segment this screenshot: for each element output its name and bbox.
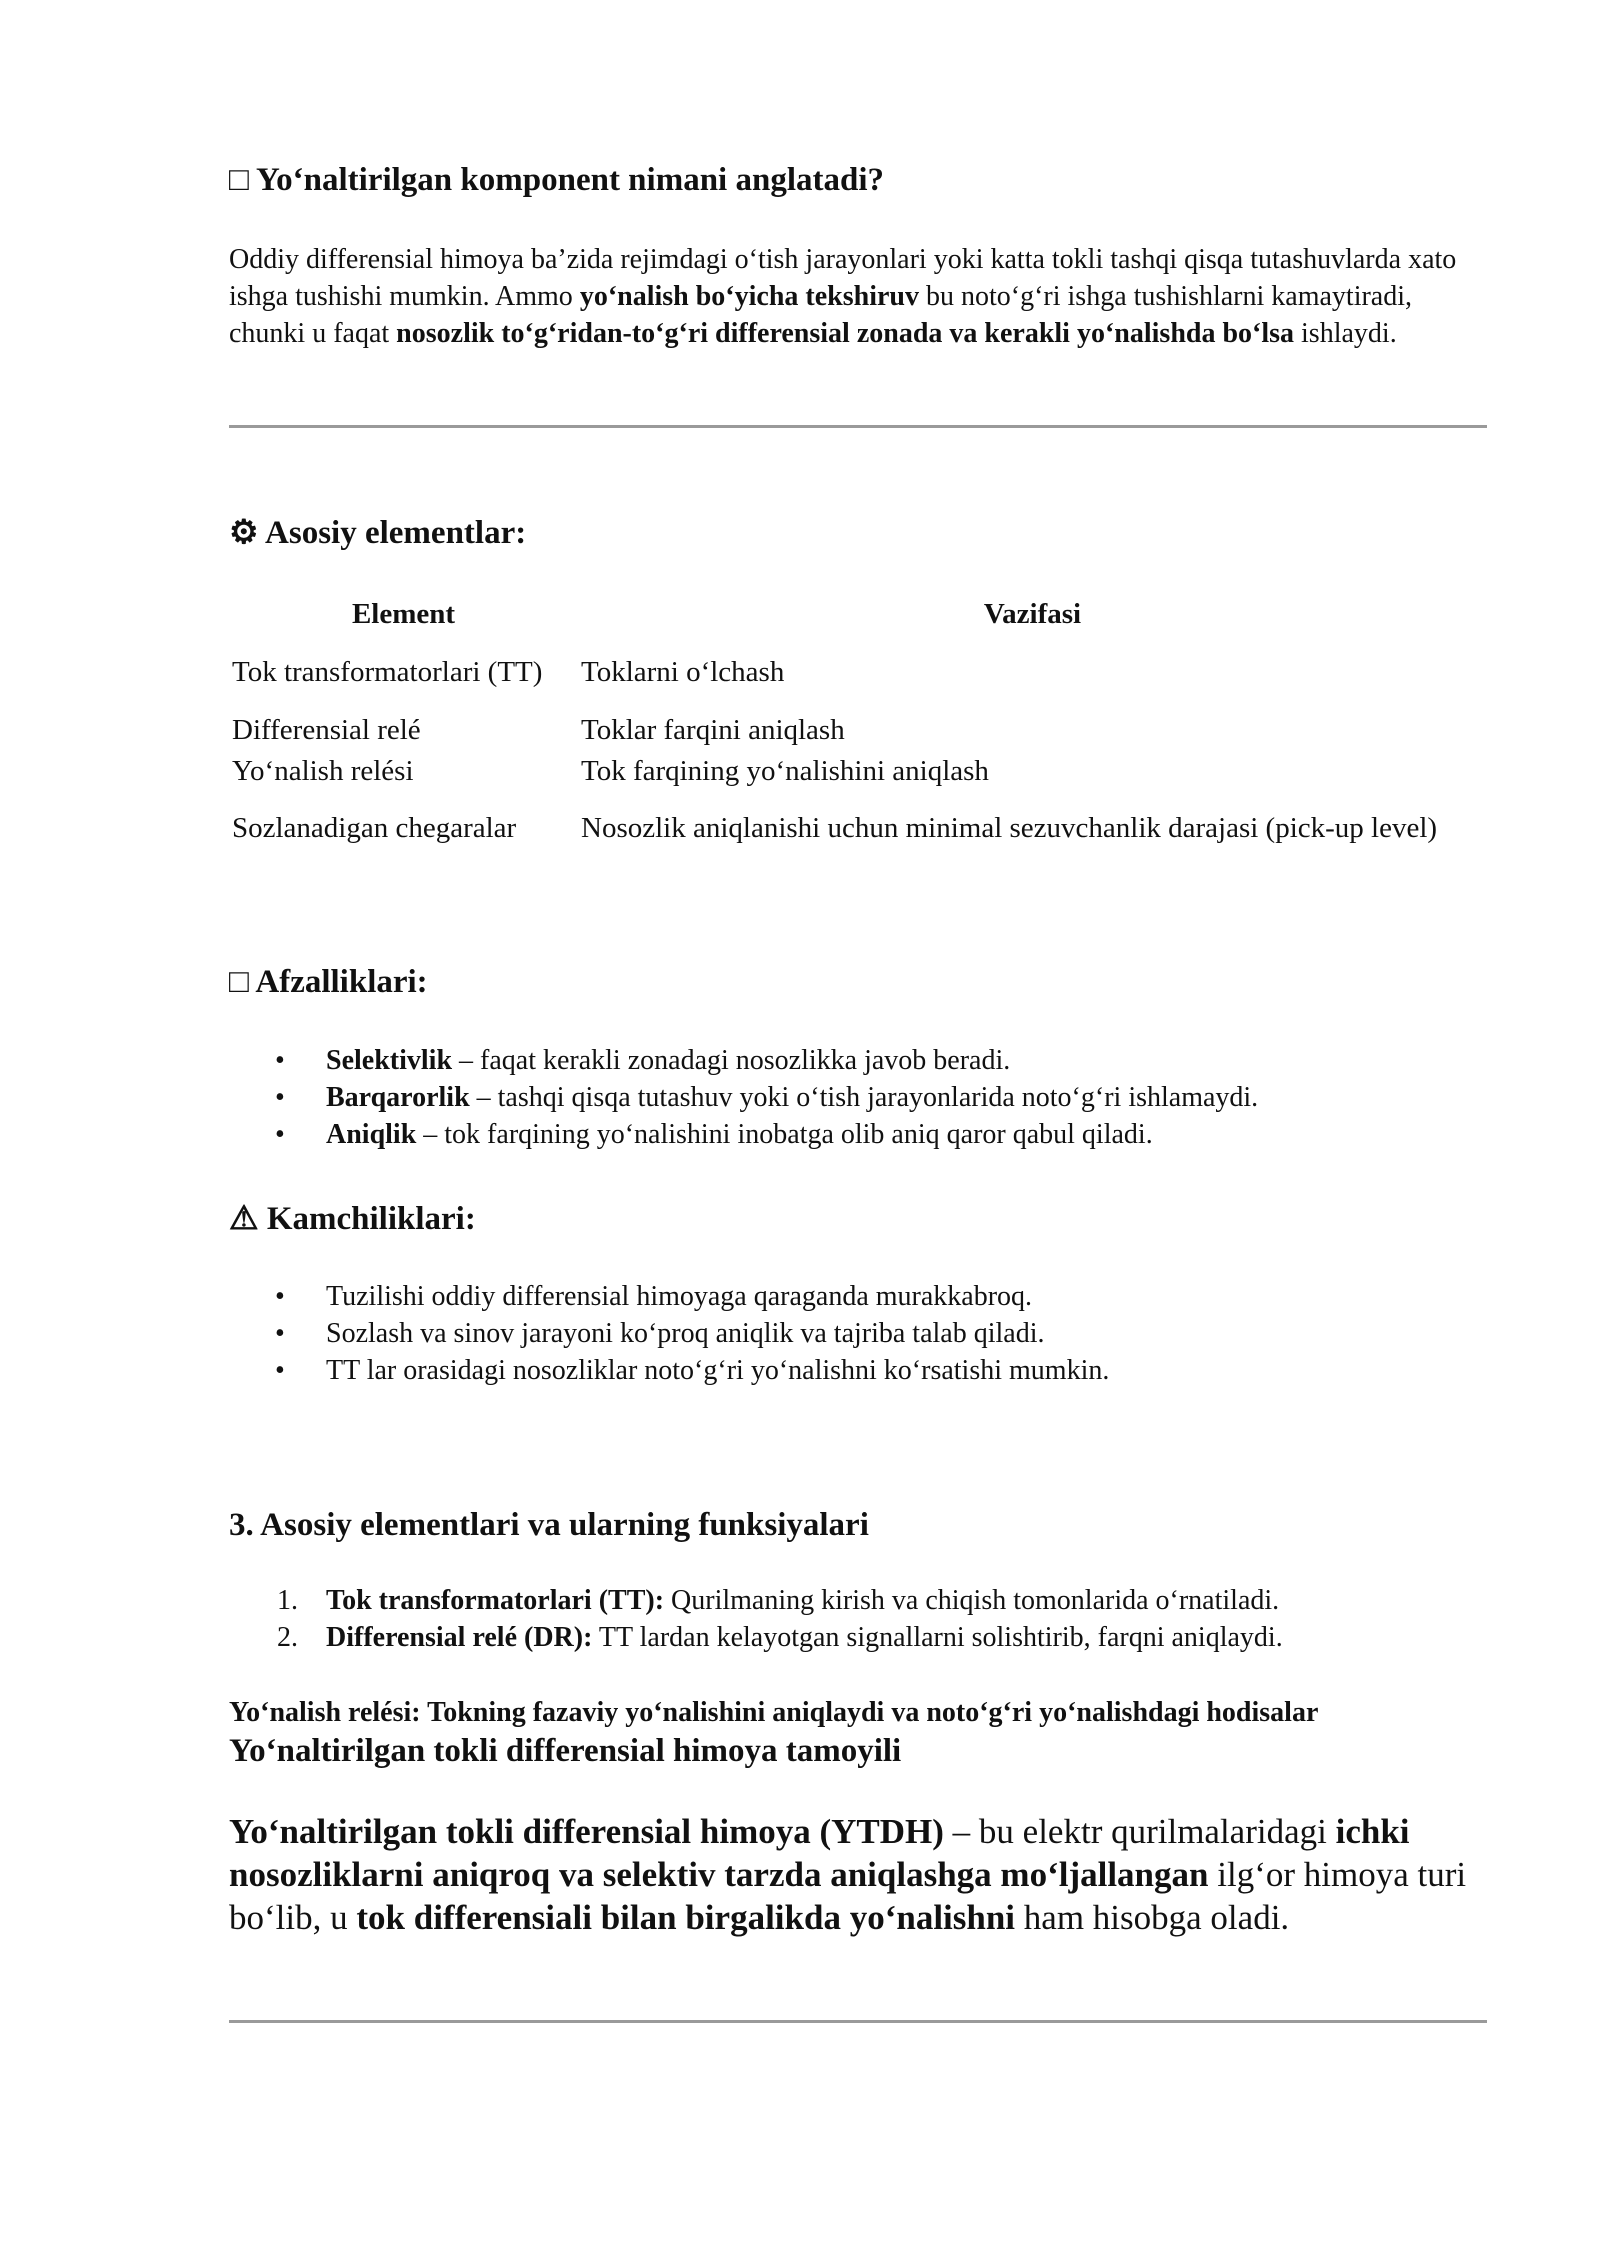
gear-icon: ⚙ [229,515,259,551]
section-heading-advantages [229,962,428,1002]
list-item [229,1278,1487,1315]
para-bold: yo‘nalish bo‘yicha tekshiruv [579,281,919,312]
relay-note [229,1694,1487,1772]
list-item [229,1315,1487,1352]
para-bold: Yo‘naltirilgan tokli differensial himoya (YTDH) [229,1812,944,1851]
table-cell: Toklar farqini aniqlash [581,713,845,746]
para-bold: ichki nosozliklarni aniqroq va selektiv tarzda aniqlashga mo‘ljallangan [229,1812,1410,1894]
item-bold: Aniqlik [326,1119,417,1150]
horizontal-rule [229,425,1487,428]
item-number: 2. [277,1622,298,1653]
item-bold: Differensial relé (DR): [326,1622,593,1653]
item-bold: Selektivlik [326,1045,453,1076]
bullet-icon: • [275,1355,285,1386]
advantages-list [229,1042,1487,1153]
intro-paragraph [229,241,1487,352]
para-bold: tok differensiali bilan birgalikda yo‘nalishni [356,1898,1016,1937]
item-text: TT lar orasidagi nosozliklar noto‘g‘ri yo‘nalishni ko‘rsatishi mumkin. [326,1355,1110,1386]
table-row [229,791,1487,865]
elements-table [229,593,1487,865]
section-heading-component [229,160,884,200]
section-title: Yo‘naltirilgan komponent nimani anglatadi? [255,162,884,198]
placeholder-icon: □ [229,964,249,1000]
bullet-icon: • [275,1318,285,1349]
section-title: 3. Asosiy elementlari va ularning funksiyalari [229,1507,869,1543]
functions-list [229,1582,1487,1656]
para-text: ishlaydi. [1294,318,1397,349]
bullet-icon: • [275,1119,285,1150]
list-item [229,1116,1487,1153]
item-text: – faqat kerakli zonadagi nosozlikka javob beradi. [452,1045,1011,1076]
para-text: bu noto‘g‘ri ishga tushishlarni kamaytiradi, chunki u faqat [229,281,1413,349]
item-text: – tashqi qisqa tutashuv yoki o‘tish jarayonlarida noto‘g‘ri ishlamaydi. [469,1082,1259,1113]
bullet-icon: • [275,1082,285,1113]
table-cell: Sozlanadigan chegaralar [232,812,517,844]
column-header: Vazifasi [983,598,1082,630]
bullet-icon: • [275,1045,285,1076]
table-cell: Differensial relé [232,713,421,746]
list-item [229,1042,1487,1079]
item-text: Sozlash va sinov jarayoni ko‘proq aniqlik va tajriba talab qiladi. [326,1318,1045,1349]
item-text: TT lardan kelayotgan signallarni solishtirib, farqni aniqlaydi. [592,1622,1283,1653]
list-item [229,1352,1487,1389]
table-row [229,750,1487,791]
section-heading-disadvantages [229,1199,476,1239]
table-row [229,635,1487,709]
table-cell: Tok transformatorlari (TT) [232,656,543,688]
disadvantages-list [229,1278,1487,1389]
item-bold: Barqarorlik [326,1082,470,1113]
item-number: 1. [277,1585,298,1616]
table-cell: Yo‘nalish relési [232,754,414,787]
warning-icon: ⚠ [229,1201,259,1237]
section-title: Kamchiliklari: [266,1201,476,1237]
para-text: Oddiy differensial himoya ba’zida rejimdagi o‘tish jarayonlari yoki katta tokli tashqi qisqa tutashuvlarda xato ishga tushishi mumkin. Ammo [229,244,1457,312]
para-text: – bu elektr qurilmalaridagi [943,1812,1336,1851]
column-header: Element [351,598,456,630]
table-cell: Nosozlik aniqlanishi uchun minimal sezuvchanlik darajasi (pick-up level) [581,812,1438,844]
principle-paragraph [229,1810,1487,1939]
para-bold: nosozlik to‘g‘ridan-to‘g‘ri differensial zonada va kerakli yo‘nalishda bo‘lsa [396,318,1295,349]
relay-note-text: Yo‘nalish relési: Tokning fazaviy yo‘nalishini aniqlaydi va noto‘g‘ri yo‘nalishdagi hodisalar [229,1697,1318,1728]
placeholder-icon: □ [229,162,249,198]
para-text: ilg‘or himoya turi bo‘lib, u [229,1855,1467,1937]
list-item [229,1582,1487,1619]
table-cell: Tok farqining yo‘nalishini aniqlash [581,754,989,787]
item-text: Qurilmaning kirish va chiqish tomonlarida o‘rnatiladi. [664,1585,1280,1616]
para-text: ham hisobga oladi. [1015,1898,1290,1937]
section-title: Asosiy elementlar: [265,515,527,551]
section-title: Afzalliklari: [255,964,428,1000]
horizontal-rule [229,2020,1487,2023]
list-item [229,1619,1487,1656]
bullet-icon: • [275,1281,285,1312]
list-item [229,1079,1487,1116]
section-heading-functions [229,1505,869,1545]
table-cell: Toklarni o‘lchash [581,656,785,688]
item-text: Tuzilishi oddiy differensial himoyaga qaraganda murakkabroq. [326,1281,1033,1312]
principle-heading: Yo‘naltirilgan tokli differensial himoya tamoyili [229,1733,902,1769]
section-heading-elements [229,513,526,553]
table-header-row [229,593,1487,635]
table-row [229,709,1487,750]
item-bold: Tok transformatorlari (TT): [326,1585,665,1616]
item-text: – tok farqining yo‘nalishini inobatga olib aniq qaror qabul qiladi. [416,1119,1153,1150]
